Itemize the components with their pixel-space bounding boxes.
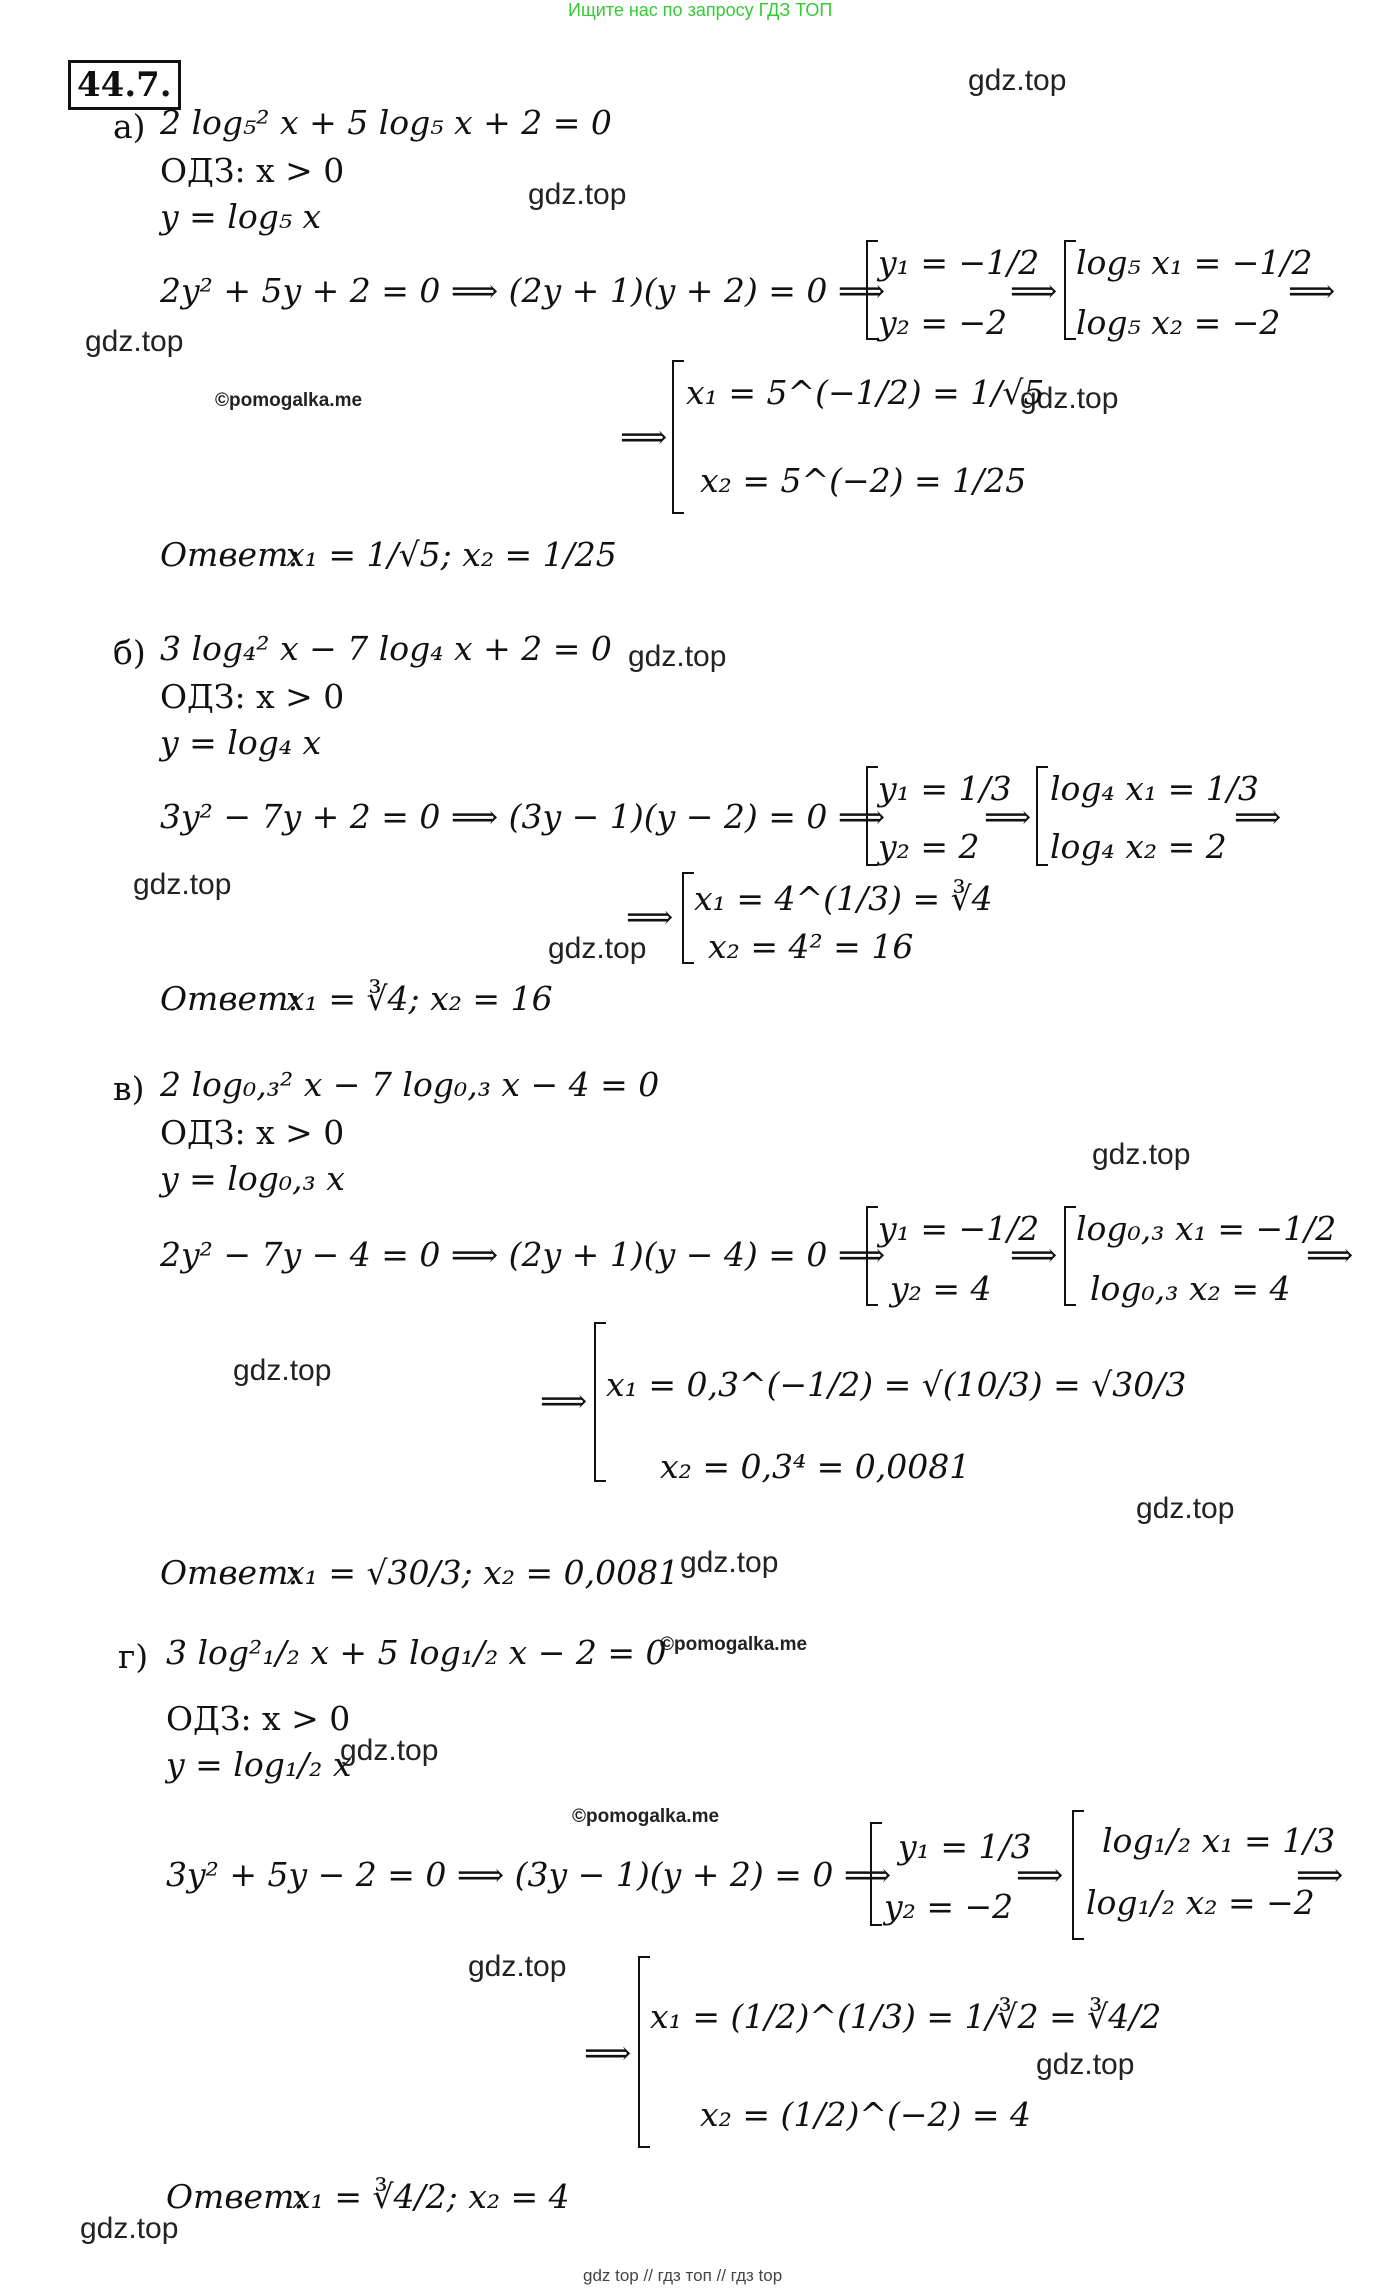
part-b-y1: y₁ = 1/3 [878, 769, 1012, 808]
watermark-gdz: gdz.top [680, 1546, 779, 1579]
part-g-substitution: y = log₁/₂ x [166, 1745, 352, 1784]
part-a-answer: x₁ = 1/√5; x₂ = 1/25 [286, 535, 617, 574]
part-a-bracket-y [866, 240, 878, 340]
part-g-arrow-3: ⟹ [584, 2033, 632, 2072]
part-v-y2: y₂ = 4 [890, 1269, 992, 1308]
part-a-equation: 2 log₅² x + 5 log₅ x + 2 = 0 [160, 103, 612, 142]
part-g-log2: log₁/₂ x₂ = −2 [1086, 1883, 1315, 1922]
part-v-bracket-log [1064, 1206, 1076, 1306]
watermark-gdz: gdz.top [1092, 1138, 1191, 1171]
part-a-odz: ОДЗ: x > 0 [160, 151, 345, 190]
part-v-bracket-y [866, 1206, 878, 1306]
part-g-arrow-2: ⟹ [1296, 1855, 1344, 1894]
watermark-gdz: gdz.top [968, 64, 1067, 97]
part-v-substitution: y = log₀,₃ x [160, 1159, 345, 1198]
part-a-y2: y₂ = −2 [878, 303, 1008, 342]
part-g-x2: x₂ = (1/2)^(−2) = 4 [700, 2095, 1031, 2134]
part-a-y1: y₁ = −1/2 [878, 243, 1040, 282]
watermark-gdz: gdz.top [1020, 382, 1119, 415]
part-a-answer-label: Ответ: [160, 535, 300, 574]
part-a-log1: log₅ x₁ = −1/2 [1076, 243, 1313, 282]
top-banner[interactable]: Ищите нас по запросу ГДЗ ТОП [568, 0, 833, 20]
watermark-pomogalka: ©pomogalka.me [215, 390, 363, 411]
part-a-bracket-log [1064, 240, 1076, 340]
part-b-answer: x₁ = ∛4; x₂ = 16 [286, 979, 553, 1018]
part-g-bracket-x [638, 1956, 650, 2148]
part-v-x2: x₂ = 0,3⁴ = 0,0081 [660, 1447, 971, 1486]
part-b-quadratic: 3y² − 7y + 2 = 0 ⟹ (3y − 1)(y − 2) = 0 ⟹ [160, 797, 886, 836]
part-b-label: б) [113, 633, 146, 672]
part-a-arrow-1: ⟹ [1010, 271, 1058, 310]
watermark-pomogalka: ©pomogalka.me [572, 1806, 720, 1827]
part-g-bracket-log [1072, 1810, 1084, 1940]
part-a-x2: x₂ = 5^(−2) = 1/25 [700, 461, 1027, 500]
part-v-arrow-1: ⟹ [1010, 1235, 1058, 1274]
part-v-arrow-3: ⟹ [540, 1381, 588, 1420]
part-v-y1: y₁ = −1/2 [878, 1209, 1040, 1248]
part-g-bracket-y [870, 1822, 882, 1926]
part-v-answer: x₁ = √30/3; x₂ = 0,0081 [286, 1553, 680, 1592]
watermark-gdz: gdz.top [80, 2212, 179, 2245]
part-v-arrow-2: ⟹ [1306, 1235, 1354, 1274]
part-b-answer-label: Ответ: [160, 979, 300, 1018]
watermark-pomogalka: ©pomogalka.me [660, 1634, 808, 1655]
part-v-log2: log₀,₃ x₂ = 4 [1090, 1269, 1291, 1308]
watermark-gdz: gdz.top [548, 932, 647, 965]
watermark-gdz: gdz.top [1136, 1492, 1235, 1525]
problem-number: 44.7. [68, 60, 181, 110]
part-a-substitution: y = log₅ x [160, 197, 322, 236]
part-b-x2: x₂ = 4² = 16 [708, 927, 914, 966]
part-g-arrow-1: ⟹ [1016, 1855, 1064, 1894]
part-b-arrow-3: ⟹ [626, 897, 674, 936]
part-a-quadratic: 2y² + 5y + 2 = 0 ⟹ (2y + 1)(y + 2) = 0 ⟹ [160, 271, 886, 310]
part-v-log1: log₀,₃ x₁ = −1/2 [1076, 1209, 1337, 1248]
watermark-gdz: gdz.top [133, 868, 232, 901]
part-g-answer: x₁ = ∛4/2; x₂ = 4 [292, 2177, 570, 2216]
part-v-label: в) [113, 1069, 145, 1108]
bottom-banner[interactable]: gdz top // гдз топ // гдз top [583, 2266, 783, 2285]
watermark-gdz: gdz.top [628, 640, 727, 673]
part-g-label: г) [118, 1637, 149, 1676]
part-b-y2: y₂ = 2 [878, 827, 980, 866]
part-a-log2: log₅ x₂ = −2 [1076, 303, 1281, 342]
part-a-arrow-2: ⟹ [1288, 271, 1336, 310]
part-v-bracket-x [594, 1322, 606, 1482]
part-v-quadratic: 2y² − 7y − 4 = 0 ⟹ (2y + 1)(y − 4) = 0 ⟹ [160, 1235, 886, 1274]
part-b-bracket-x [682, 872, 694, 964]
part-b-arrow-2: ⟹ [1234, 797, 1282, 836]
watermark-gdz: gdz.top [340, 1734, 439, 1767]
part-v-odz: ОДЗ: x > 0 [160, 1113, 345, 1152]
part-v-equation: 2 log₀,₃² x − 7 log₀,₃ x − 4 = 0 [160, 1065, 660, 1104]
watermark-gdz: gdz.top [528, 178, 627, 211]
part-a-label: а) [113, 107, 146, 146]
part-b-odz: ОДЗ: x > 0 [160, 677, 345, 716]
watermark-gdz: gdz.top [1036, 2048, 1135, 2081]
part-a-x1: x₁ = 5^(−1/2) = 1/√5 [686, 373, 1045, 412]
part-b-arrow-1: ⟹ [984, 797, 1032, 836]
part-g-y1: y₁ = 1/3 [898, 1827, 1032, 1866]
watermark-gdz: gdz.top [85, 325, 184, 358]
part-b-bracket-y [866, 766, 878, 866]
part-b-log2: log₄ x₂ = 2 [1050, 827, 1227, 866]
watermark-gdz: gdz.top [233, 1354, 332, 1387]
part-g-y2: y₂ = −2 [884, 1887, 1014, 1926]
part-b-substitution: y = log₄ x [160, 723, 322, 762]
part-g-odz: ОДЗ: x > 0 [166, 1699, 351, 1738]
part-g-x1: x₁ = (1/2)^(1/3) = 1/∛2 = ∛4/2 [650, 1997, 1162, 2036]
part-g-equation: 3 log²₁/₂ x + 5 log₁/₂ x − 2 = 0 [166, 1633, 667, 1672]
part-g-answer-label: Ответ: [166, 2177, 306, 2216]
part-b-log1: log₄ x₁ = 1/3 [1050, 769, 1259, 808]
part-b-bracket-log [1036, 766, 1048, 866]
part-a-arrow-3: ⟹ [620, 417, 668, 456]
watermark-gdz: gdz.top [468, 1950, 567, 1983]
part-b-x1: x₁ = 4^(1/3) = ∛4 [694, 879, 993, 918]
part-g-log1: log₁/₂ x₁ = 1/3 [1102, 1821, 1336, 1860]
part-v-x1: x₁ = 0,3^(−1/2) = √(10/3) = √30/3 [606, 1365, 1187, 1404]
part-g-quadratic: 3y² + 5y − 2 = 0 ⟹ (3y − 1)(y + 2) = 0 ⟹ [166, 1855, 892, 1894]
part-a-bracket-x [672, 360, 684, 514]
part-b-equation: 3 log₄² x − 7 log₄ x + 2 = 0 [160, 629, 612, 668]
part-v-answer-label: Ответ: [160, 1553, 300, 1592]
